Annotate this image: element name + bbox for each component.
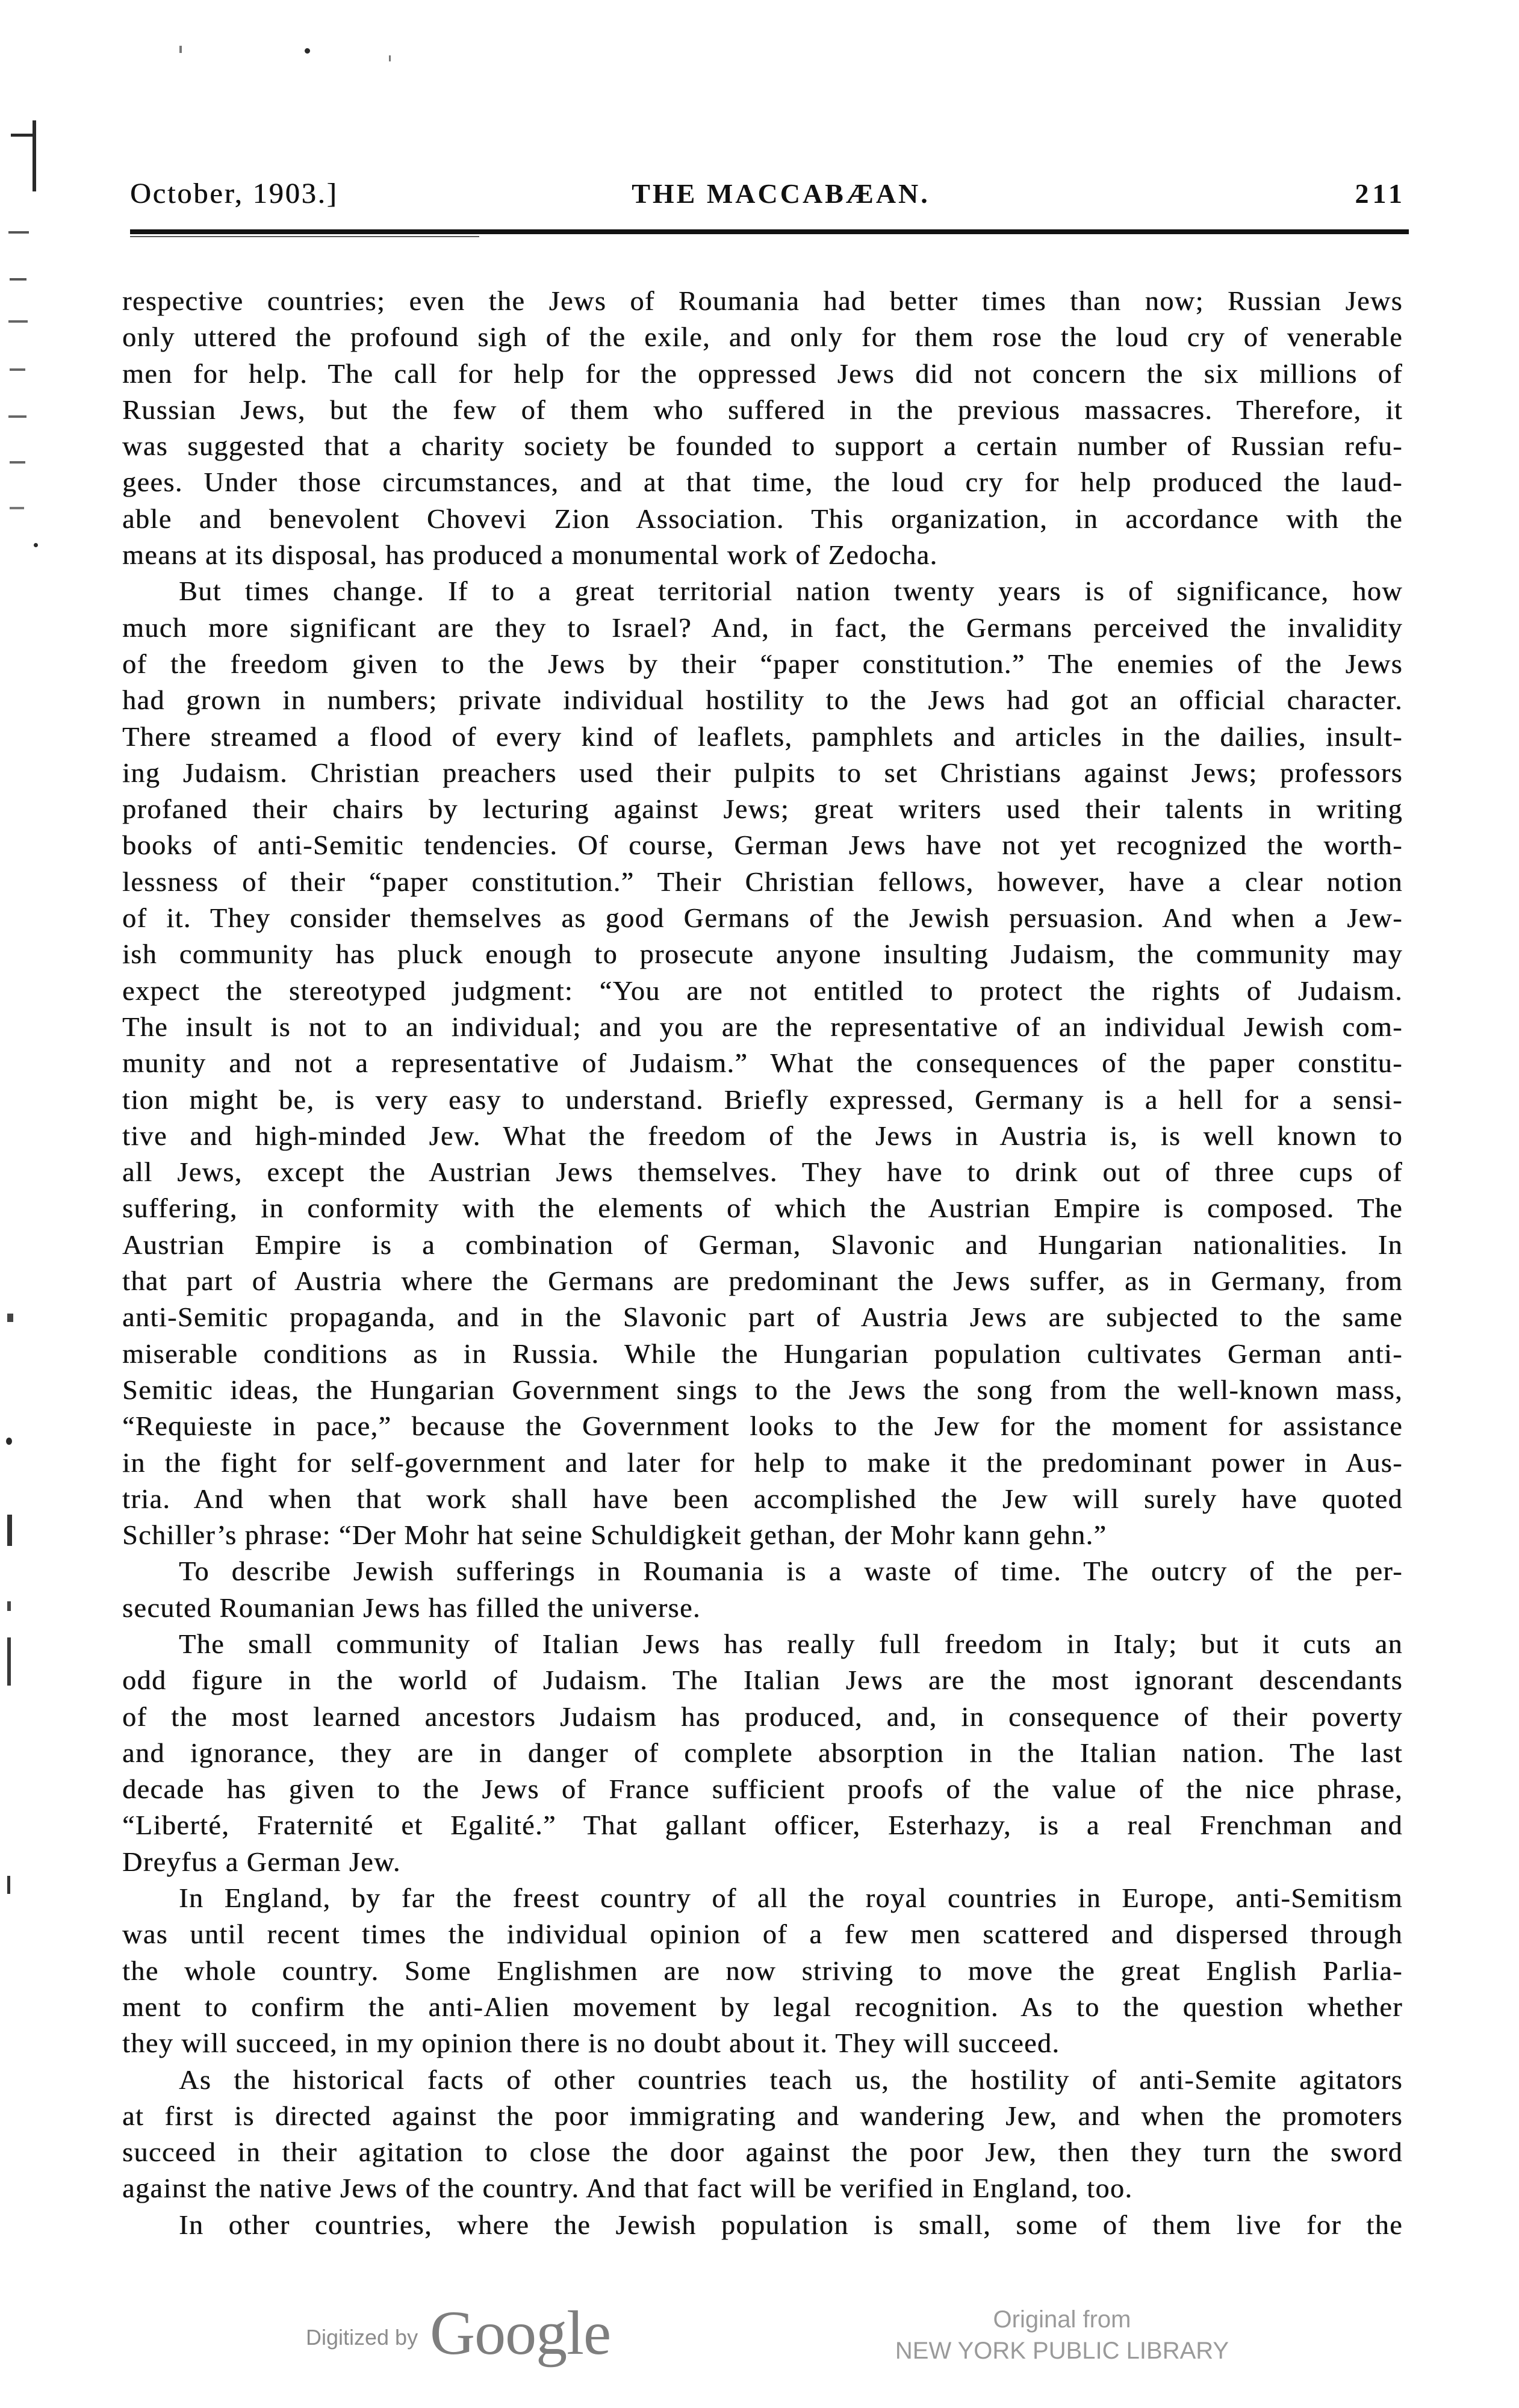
text-line: decade has given to the Jews of France sufficient proofs of the value of the nice phrase, <box>122 1773 1403 1805</box>
text-line: at first is directed against the poor immigrating and wandering Jew, and when the promoters <box>122 2100 1403 2131</box>
text-line: in the fight for self-government and later for help to make it the predominant power in Aus- <box>122 1447 1403 1478</box>
margin-artifact <box>7 1601 11 1611</box>
text-line: books of anti-Semitic tendencies. Of course, German Jews have not yet recognized the worth- <box>122 830 1403 861</box>
text-line: As the historical facts of other countries teach us, the hostility of anti-Semite agitators <box>179 2064 1403 2095</box>
margin-artifact <box>7 1314 13 1322</box>
margin-artifact <box>305 48 310 54</box>
text-line: The small community of Italian Jews has really full freedom in Italy; but it cuts an <box>179 1628 1403 1659</box>
text-line: of the freedom given to the Jews by their “paper constitution.” The enemies of the Jews <box>122 648 1403 679</box>
margin-artifact <box>34 543 38 547</box>
header-rule-thin <box>130 236 479 237</box>
text-line: “Requieste in pace,” because the Government looks to the Jew for the moment for assistance <box>122 1410 1403 1442</box>
text-line: suffering, in conformity with the elements of which the Austrian Empire is composed. The <box>122 1193 1403 1224</box>
margin-artifact <box>389 55 391 61</box>
text-line: succeed in their agitation to close the door against the poor Jew, then they turn the sword <box>122 2136 1403 2168</box>
text-line: against the native Jews of the country. And that fact will be verified in England, too. <box>122 2173 1133 2204</box>
text-line: The insult is not to an individual; and you are the representative of an individual Jewish com- <box>122 1011 1403 1042</box>
text-line: In England, by far the freest country of all the royal countries in Europe, anti-Semitism <box>179 1882 1403 1914</box>
margin-artifact <box>10 461 25 464</box>
text-line: lessness of their “paper constitution.” Their Christian fellows, however, have a clear notion <box>122 866 1403 897</box>
journal-title: THE MACCABÆAN. <box>632 178 930 209</box>
text-line: of the most learned ancestors Judaism has produced, and, in consequence of their poverty <box>122 1701 1403 1732</box>
text-line: tria. And when that work shall have been accomplished the Jew will surely have quoted <box>122 1483 1403 1514</box>
paragraph <box>122 573 1403 1553</box>
text-line: gees. Under those circumstances, and at that time, the loud cry for help produced the laud- <box>122 467 1403 498</box>
text-line: tion might be, is very easy to understand. Briefly expressed, Germany is a hell for a sensi- <box>122 1084 1403 1115</box>
margin-artifact <box>10 278 26 281</box>
text-line: Schiller’s phrase: “Der Mohr hat seine Schuldigkeit gethan, der Mohr kann gehn.” <box>122 1519 1107 1551</box>
text-line: only uttered the profound sigh of the exile, and only for them rose the loud cry of venerable <box>122 321 1403 353</box>
margin-artifact <box>33 120 36 191</box>
paragraph <box>122 1553 1403 1626</box>
text-line: In other countries, where the Jewish population is small, some of them live for the <box>179 2209 1403 2240</box>
text-line: of it. They consider themselves as good Germans of the Jewish persuasion. And when a Jew- <box>122 902 1403 934</box>
text-line: odd figure in the world of Judaism. The Italian Jews are the most ignorant descendants <box>122 1665 1403 1696</box>
text-line: they will succeed, in my opinion there is no doubt about it. They will succeed. <box>122 2028 1060 2059</box>
text-line: To describe Jewish sufferings in Roumania is a waste of time. The outcry of the per- <box>179 1556 1403 1587</box>
text-line: munity and not a representative of Judaism.” What the consequences of the paper constitu- <box>122 1047 1403 1079</box>
margin-artifact <box>8 415 26 418</box>
paragraph <box>122 283 1403 573</box>
margin-artifact <box>11 134 34 137</box>
source-credit <box>878 2305 1246 2368</box>
article-body <box>122 283 1403 2243</box>
text-line: ment to confirm the anti-Alien movement by legal recognition. As to the question whether <box>122 1991 1403 2022</box>
text-line: ing Judaism. Christian preachers used their pulpits to set Christians against Jews; professors <box>122 757 1403 788</box>
text-line: the whole country. Some Englishmen are now striving to move the great English Parlia- <box>122 1955 1403 1986</box>
text-line: had grown in numbers; private individual hostility to the Jews had got an official character. <box>122 684 1403 716</box>
text-line: profaned their chairs by lecturing against Jews; great writers used their talents in writing <box>122 793 1403 825</box>
margin-artifact <box>7 1515 12 1546</box>
text-line: all Jews, except the Austrian Jews themselves. They have to drink out of three cups of <box>122 1156 1403 1188</box>
page-number: 211 <box>1355 178 1406 209</box>
text-line: Russian Jews, but the few of them who suffered in the previous massacres. Therefore, it <box>122 394 1403 425</box>
text-line: secuted Roumanian Jews has filled the universe. <box>122 1592 701 1623</box>
text-line: miserable conditions as in Russia. While the Hungarian population cultivates German anti- <box>122 1338 1403 1369</box>
text-line: means at its disposal, has produced a monumental work of Zedocha. <box>122 539 938 571</box>
paragraph <box>122 2062 1403 2207</box>
margin-artifact <box>10 507 24 509</box>
text-line: tive and high-minded Jew. What the freedom of the Jews in Austria is, is well known to <box>122 1120 1403 1151</box>
text-line: anti-Semitic propaganda, and in the Slavonic part of Austria Jews are subjected to the same <box>122 1302 1403 1333</box>
header-date: October, 1903.] <box>130 178 338 209</box>
text-line: ish community has pluck enough to prosecute anyone insulting Judaism, the community may <box>122 939 1403 970</box>
text-line: was suggested that a charity society be founded to support a certain number of Russian refu- <box>122 430 1403 462</box>
text-line: able and benevolent Chovevi Zion Association. This organization, in accordance with the <box>122 503 1403 534</box>
text-line: expect the stereotyped judgment: “You are not entitled to protect the rights of Judaism. <box>122 975 1403 1006</box>
google-logo: Google <box>430 2298 611 2368</box>
text-line: Austrian Empire is a combination of German, Slavonic and Hungarian nationalities. In <box>122 1229 1403 1260</box>
paragraph <box>122 1880 1403 2061</box>
margin-artifact <box>7 1876 10 1894</box>
margin-artifact <box>10 368 25 371</box>
text-line: much more significant are they to Israel? And, in fact, the Germans perceived the invalidity <box>122 612 1403 643</box>
text-line: But times change. If to a great territorial nation twenty years is of significance, how <box>179 576 1403 607</box>
text-line: respective countries; even the Jews of Roumania had better times than now; Russian Jews <box>122 285 1403 316</box>
margin-artifact <box>179 46 182 53</box>
original-from-label: Original from <box>993 2306 1131 2333</box>
text-line: and ignorance, they are in danger of complete absorption in the Italian nation. The last <box>122 1737 1403 1768</box>
text-line: that part of Austria where the Germans are predominant the Jews suffer, as in Germany, from <box>122 1265 1403 1297</box>
text-line: Dreyfus a German Jew. <box>122 1846 401 1877</box>
text-line: Semitic ideas, the Hungarian Government sings to the Jews the song from the well-known mass, <box>122 1374 1403 1405</box>
margin-artifact <box>8 231 29 234</box>
paragraph <box>122 1626 1403 1880</box>
margin-artifact <box>8 320 28 323</box>
digitized-by-label: Digitized by <box>306 2325 418 2350</box>
text-line: was until recent times the individual opinion of a few men scattered and dispersed through <box>122 1919 1403 1950</box>
paragraph <box>122 2207 1403 2243</box>
text-line: There streamed a flood of every kind of leaflets, pamphlets and articles in the dailies, insult- <box>122 721 1403 752</box>
header-rule <box>130 229 1409 234</box>
margin-artifact <box>7 1637 11 1686</box>
margin-artifact <box>6 1438 12 1445</box>
text-line: men for help. The call for help for the oppressed Jews did not concern the six millions of <box>122 358 1403 389</box>
text-line: “Liberté, Fraternité et Egalité.” That gallant officer, Esterhazy, is a real Frenchman and <box>122 1810 1403 1841</box>
library-name: NEW YORK PUBLIC LIBRARY <box>895 2338 1229 2364</box>
